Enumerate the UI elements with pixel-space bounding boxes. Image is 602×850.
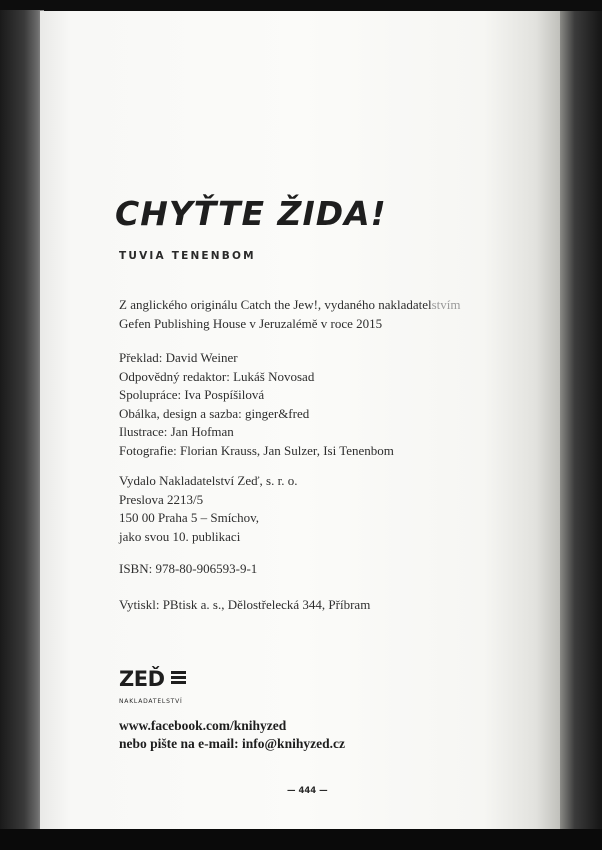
page-number: — 444 — xyxy=(287,786,328,796)
book-author: TUVIA TENENBOM xyxy=(119,250,256,262)
contact-info xyxy=(119,717,345,753)
publisher-street: Preslova 2213/5 xyxy=(119,491,204,507)
email-line[interactable]: nebo pište na e-mail: info@knihyzed.cz xyxy=(119,736,345,751)
publisher-logo xyxy=(119,667,186,691)
isbn: ISBN: 978-80-906593-9-1 xyxy=(119,561,258,576)
original-edition-line-1: Z anglického originálu Catch the Jew!, vydaného nakladatelstvím xyxy=(119,297,461,312)
logo-wordmark: ZEĎ xyxy=(119,667,165,691)
original-edition-line-2: Gefen Publishing House v Jeruzalémě v roce 2015 xyxy=(119,315,383,331)
credit-editor: Odpovědný redaktor: Lukáš Novosad xyxy=(119,368,315,384)
publisher-info xyxy=(119,472,297,546)
original-edition-note xyxy=(119,296,461,333)
book-title: CHYŤTE ŽIDA! xyxy=(115,194,387,233)
publisher-city: 150 00 Praha 5 – Smíchov, xyxy=(119,510,259,525)
book-spine-shadow xyxy=(0,10,44,838)
page-edge-shadow xyxy=(560,11,602,829)
credit-translation: Překlad: David Weiner xyxy=(119,350,238,365)
publisher-name: Vydalo Nakladatelství Zeď, s. r. o. xyxy=(119,473,298,488)
facebook-link[interactable]: www.facebook.com/knihyzed xyxy=(119,718,287,733)
publication-number: jako svou 10. publikaci xyxy=(119,528,241,544)
credit-illustration: Ilustrace: Jan Hofman xyxy=(119,424,234,439)
logo-subtitle: NAKLADATELSTVÍ xyxy=(119,698,183,705)
credit-cover-design: Obálka, design a sazba: ginger&fred xyxy=(119,405,310,421)
credit-collaboration: Spolupráce: Iva Pospíšilová xyxy=(119,387,265,402)
credits-list xyxy=(119,349,394,460)
logo-bars-icon xyxy=(171,671,186,686)
credit-photography: Fotografie: Florian Krauss, Jan Sulzer, Isi Tenenbom xyxy=(119,442,394,458)
scan-border-bottom xyxy=(0,829,602,850)
printer-info: Vytiskl: PBtisk a. s., Dělostřelecká 344, Příbram xyxy=(119,597,371,612)
